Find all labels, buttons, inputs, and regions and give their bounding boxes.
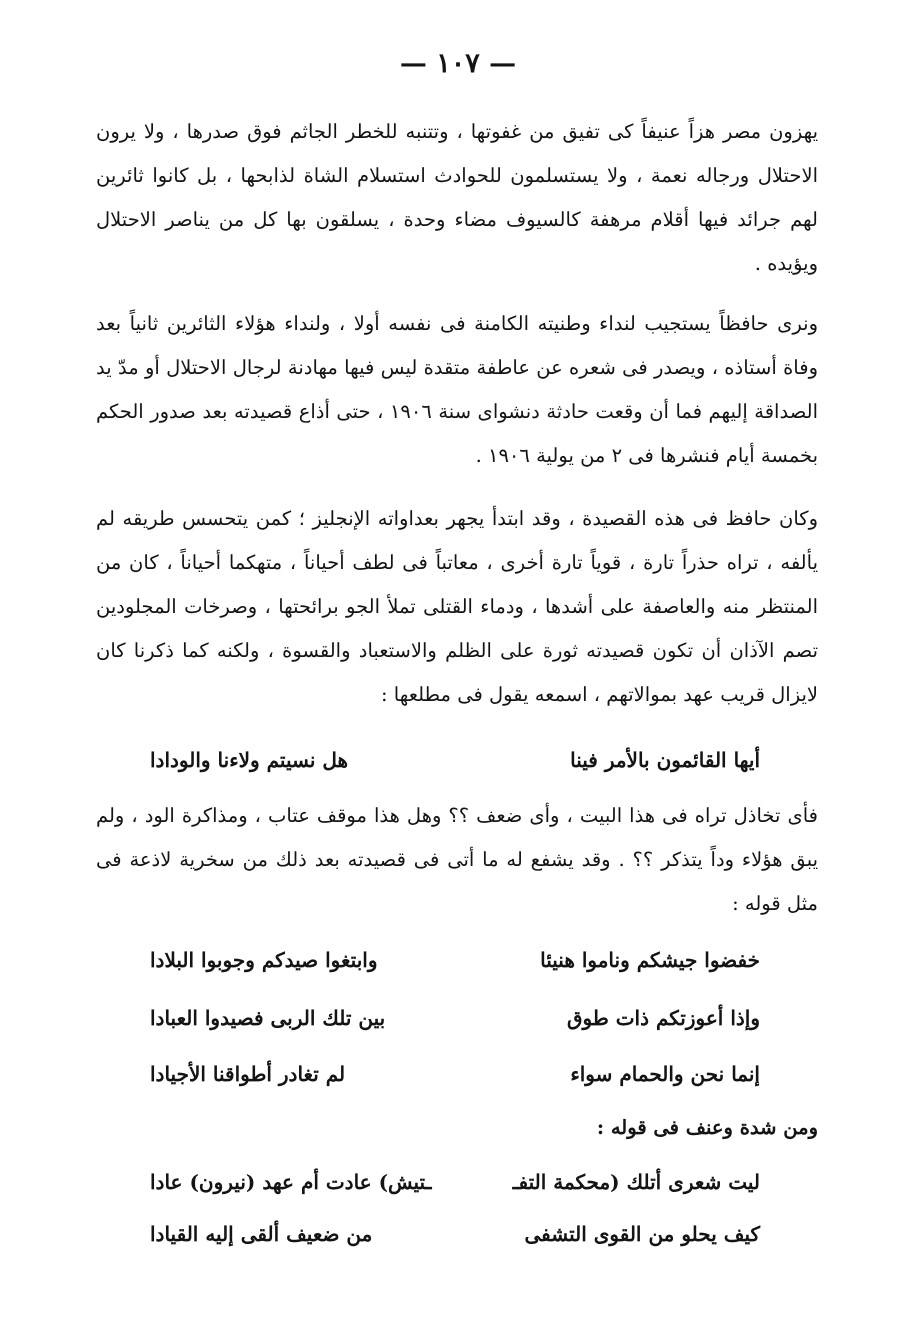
verse-first-hemistich: ليت شعرى أتلك (محكمة التفـ bbox=[512, 1170, 760, 1194]
verse-second-hemistich: بين تلك الربى فصيدوا العبادا bbox=[150, 1006, 386, 1030]
verse-line bbox=[150, 1212, 760, 1256]
verse-line bbox=[150, 1160, 760, 1204]
verse-second-hemistich: وابتغوا صيدكم وجوبوا البلادا bbox=[150, 948, 378, 972]
verse-line bbox=[150, 996, 760, 1040]
intro-severity: ومن شدة وعنف فى قوله : bbox=[596, 1116, 818, 1139]
verse-first-hemistich: إنما نحن والحمام سواء bbox=[570, 1062, 760, 1086]
verse-second-hemistich: ـتيش) عادت أم عهد (نيرون) عادا bbox=[150, 1170, 432, 1194]
paragraph-verse-commentary: فأى تخاذل تراه فى هذا البيت ، وأى ضعف ؟؟ وهل هذا موقف عتاب ، ومذاكرة الود ، ولم يبق هؤلاء وداً يتذكر ؟؟ . وقد يشفع له ما أتى فى قصيدته بعد ذلك من سخرية لاذعة فى مثل قوله : bbox=[96, 804, 818, 915]
verse-second-hemistich: هل نسيتم ولاءنا والودادا bbox=[150, 748, 349, 772]
verse-second-hemistich: من ضعيف ألقى إليه القيادا bbox=[150, 1222, 373, 1246]
verse-first-hemistich: كيف يحلو من القوى التشفى bbox=[524, 1222, 760, 1246]
verse-first-hemistich: خفضوا جيشكم وناموا هنيئا bbox=[540, 948, 760, 972]
verse-first-hemistich: أيها القائمون بالأمر فينا bbox=[570, 748, 760, 772]
verse-line bbox=[150, 738, 760, 782]
verse-line bbox=[150, 1052, 760, 1096]
verse-first-hemistich: وإذا أعوزتكم ذات طوق bbox=[566, 1006, 760, 1030]
page-number: — ١٠٧ — bbox=[399, 48, 517, 79]
paragraph-occupation-critics: يهزون مصر هزاً عنيفاً كى تفيق من غفوتها ، وتتنبه للخطر الجاثم فوق صدرها ، ولا يرون الاحتلال ورجاله نعمة ، ولا يستسلمون للحوادث استسلام الشاة لذابحها ، بل كانوا ثائرين لهم جرائد فيها أقلام مرهفة كالسيوف مضاء وحدة ، يسلقون بها كل من يناصر الاحتلال ويؤيده . bbox=[96, 120, 818, 275]
paragraph-poem-caution: وكان حافظ فى هذه القصيدة ، وقد ابتدأ يجهر بعداواته الإنجليز ؛ كمن يتحسس طريقه لم يألفه ، تراه حذراً تارة ، قوياً تارة أخرى ، معاتباً فى لطف أحياناً ، متهكما أحياناً ، كان من المنتظر منه والعاصفة على أشدها ، ودماء القتلى تملأ الجو برائحتها ، وصرخات المجلودين تصم الآذان أن تكون قصيدته ثورة على الظلم والاستعباد والقسوة ، ولكنه كما ذكرنا كان لايزال قريب عهد بموالاتهم ، اسمعه يقول فى مطلعها : bbox=[96, 507, 818, 706]
verse-second-hemistich: لم تغادر أطواقنا الأجيادا bbox=[150, 1062, 346, 1086]
verse-line bbox=[150, 938, 760, 982]
paragraph-hafez-response: ونرى حافظاً يستجيب لنداء وطنيته الكامنة فى نفسه أولا ، ولنداء هؤلاء الثائرين ثانياً بعد وفاة أستاذه ، ويصدر فى شعره عن عاطفة متقدة ليس فيها مهادنة لرجال الاحتلال أو مدّ يد الصداقة إليهم فما أن وقعت حادثة دنشواى سنة ١٩٠٦ ، حتى أذاع قصيدته بعد صدور الحكم بخمسة أيام فنشرها فى ٢ من يولية ١٩٠٦ . bbox=[96, 312, 818, 467]
